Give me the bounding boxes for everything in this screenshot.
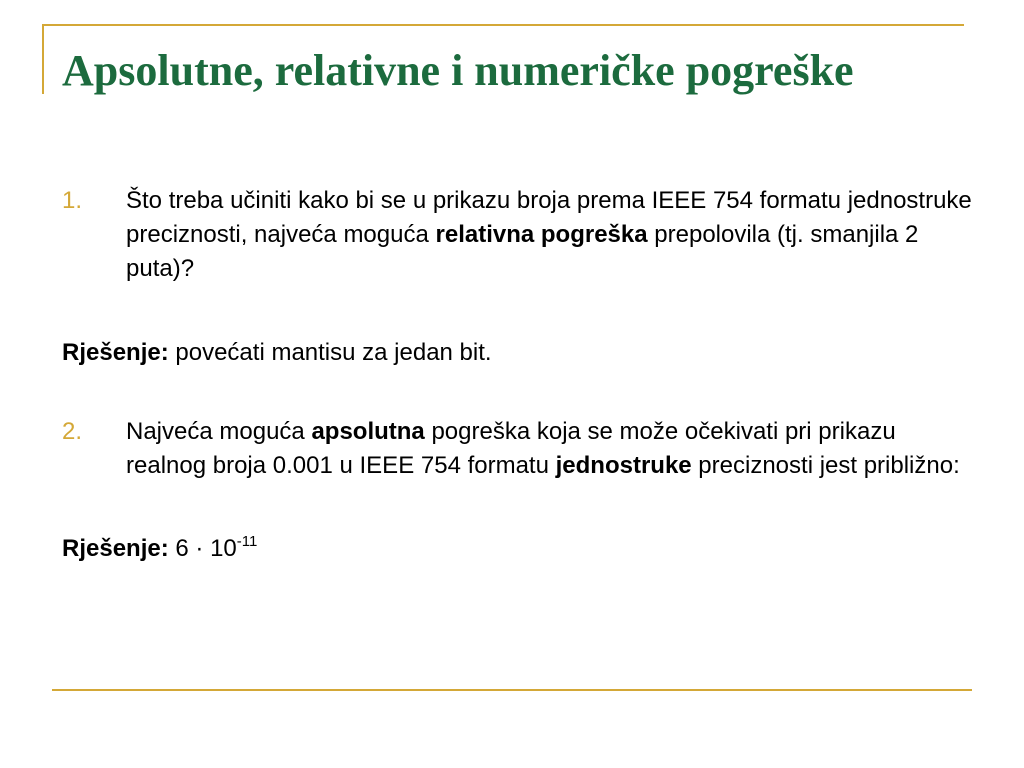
list-item-1 <box>62 184 972 286</box>
spacer <box>62 483 972 532</box>
slide-title: Apsolutne, relativne i numeričke pogreške <box>62 46 854 95</box>
solution-text: povećati mantisu za jedan bit. <box>168 339 492 366</box>
item-emphasis: relativna pogreška <box>435 221 648 248</box>
item-text-part: Što treba učiniti kako bi se u prikazu broja prema IEEE 754 formatu jednostruke preciznosti, najveća moguća <box>126 187 972 248</box>
item-text <box>126 184 972 286</box>
solution-label: Rješenje: <box>62 535 169 562</box>
item-text-part: Najveća moguća <box>126 418 312 445</box>
slide-content <box>62 184 972 566</box>
item-emphasis: apsolutna <box>311 418 425 445</box>
item-text <box>126 415 972 483</box>
item-text-part: preciznosti jest približno: <box>691 452 960 479</box>
list-item-2 <box>62 415 972 483</box>
item-text-part: prepolovila (tj. smanjila 2 puta)? <box>126 221 919 282</box>
solution-exponent: -11 <box>236 533 258 550</box>
item-number: 2. <box>62 418 83 445</box>
left-border-line <box>42 24 44 94</box>
solution-2 <box>62 532 972 566</box>
solution-label: Rješenje: <box>62 339 169 366</box>
item-emphasis: jednostruke <box>555 452 692 479</box>
item-number: 1. <box>62 187 83 214</box>
spacer <box>62 370 972 415</box>
top-border-line <box>42 24 964 26</box>
bottom-border-line <box>52 689 972 691</box>
spacer <box>62 286 972 336</box>
item-text-part: pogreška koja se može očekivati pri prikazu realnog broja 0.001 u IEEE 754 formatu <box>126 418 896 479</box>
solution-1 <box>62 336 972 370</box>
solution-text: 6 · 10 <box>168 535 237 562</box>
